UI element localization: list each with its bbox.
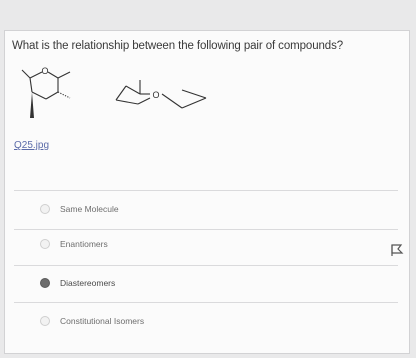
molecule-chair-structure bbox=[110, 76, 218, 116]
divider bbox=[14, 229, 398, 230]
radio-button[interactable] bbox=[40, 204, 50, 214]
option-label: Diastereomers bbox=[60, 278, 116, 288]
option-constitutional-isomers[interactable] bbox=[40, 316, 144, 326]
option-diastereomers[interactable] bbox=[40, 278, 115, 288]
molecule-ring-structure bbox=[18, 58, 80, 128]
oxygen-label: O bbox=[152, 90, 160, 100]
option-same-molecule[interactable] bbox=[40, 204, 119, 214]
option-label: Same Molecule bbox=[60, 204, 119, 214]
option-label: Constitutional Isomers bbox=[60, 316, 145, 326]
divider bbox=[14, 265, 398, 266]
flag-icon[interactable] bbox=[390, 243, 404, 257]
radio-button[interactable] bbox=[40, 239, 50, 249]
question-text: What is the relationship between the following pair of compounds? bbox=[12, 40, 344, 52]
wedge-bond bbox=[30, 92, 34, 118]
divider bbox=[14, 190, 398, 191]
radio-button[interactable] bbox=[40, 316, 50, 326]
divider bbox=[14, 302, 398, 303]
option-label: Enantiomers bbox=[60, 239, 108, 249]
option-enantiomers[interactable] bbox=[40, 239, 108, 249]
image-attachment-link[interactable]: Q25.jpg bbox=[14, 140, 50, 151]
oxygen-label: O bbox=[41, 66, 49, 76]
radio-button-selected[interactable] bbox=[40, 278, 50, 288]
